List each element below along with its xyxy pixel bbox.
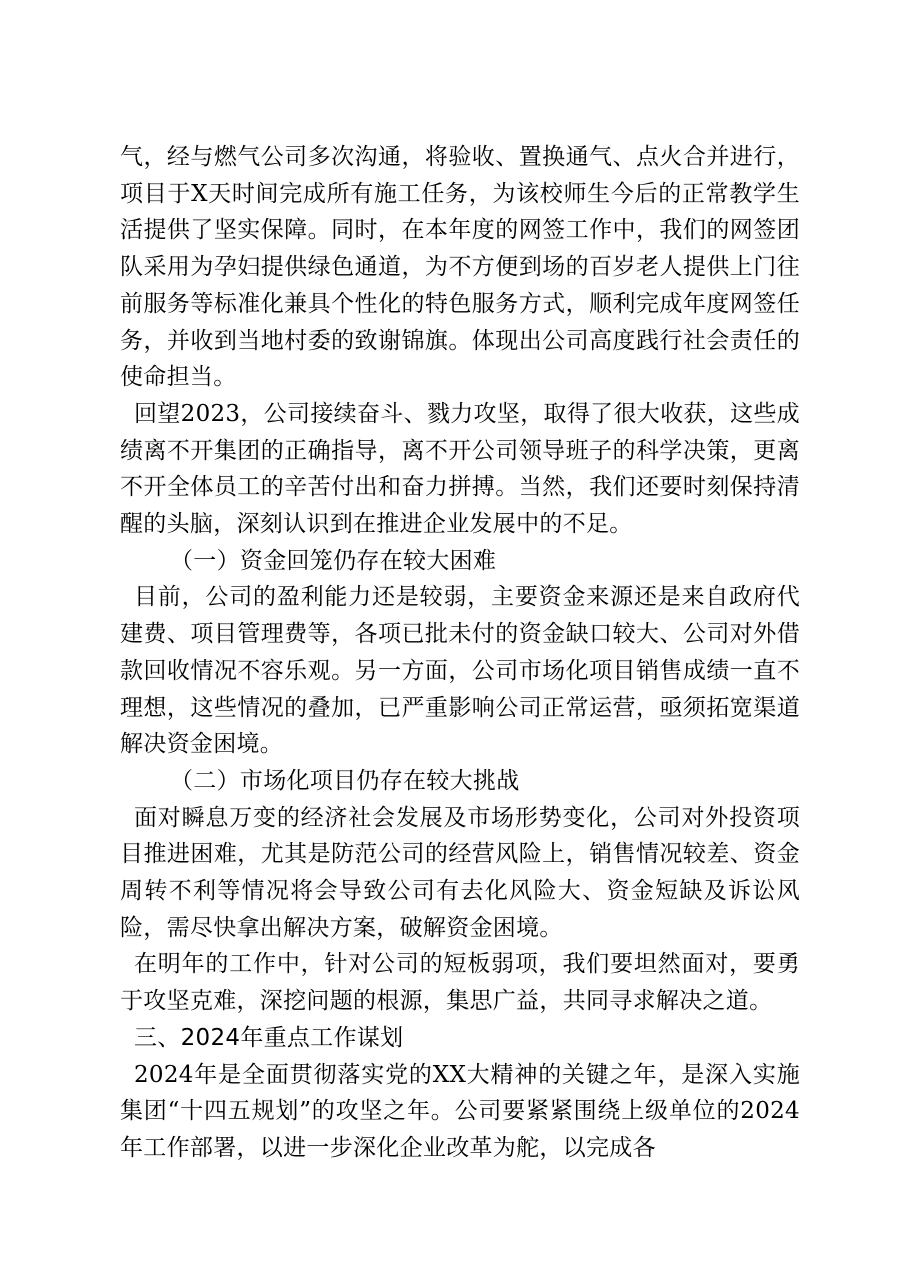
sub-heading-funding-difficulty: （一）资金回笼仍存在较大困难 [170,547,497,574]
sub-heading-market-challenge: （二）市场化项目仍存在较大挑战 [170,767,520,794]
paragraph-review-2023: 回望2023，公司接续奋斗、戮力攻坚，取得了很大收获，这些成绩离不开集团的正确指导，离不开公司领导班子的科学决策，更离不开全体员工的辛苦付出和奋力拼搏。当然，我们还要时刻保持清醒的头脑，深刻认识到在推进企业发展中的不足。 [120,400,800,538]
section-heading-2024-plan: 三、2024年重点工作谋划 [134,1024,404,1051]
document-body [120,139,800,1167]
paragraph-2024-plan: 2024年是全面贯彻落实党的XX大精神的关键之年，是深入实施集团“十四五规划”的攻坚之年。公司要紧紧围绕上级单位的2024年工作部署，以进一步深化企业改革为舵，以完成各 [120,1061,800,1161]
paragraph-social-responsibility: 气，经与燃气公司多次沟通，将验收、置换通气、点火合并进行，项目于X天时间完成所有施工任务，为该校师生今后的正常教学生活提供了坚实保障。同时，在本年度的网签工作中，我们的网签团队采用为孕妇提供绿色通道，为不方便到场的百岁老人提供上门往前服务等标准化兼具个性化的特色服务方式，顺利完成年度网签任务，并收到当地村委的致谢锦旗。体现出公司高度践行社会责任的使命担当。 [120,144,800,391]
paragraph-next-year-work: 在明年的工作中，针对公司的短板弱项，我们要坦然面对，要勇于攻坚克难，深挖问题的根源，集思广益，共同寻求解决之道。 [120,951,800,1015]
paragraph-funding-difficulty: 目前，公司的盈利能力还是较弱，主要资金来源还是来自政府代建费、项目管理费等，各项已批未付的资金缺口较大、公司对外借款回收情况不容乐观。另一方面，公司市场化项目销售成绩一直不理想，这些情况的叠加，已严重影响公司正常运营，亟须拓宽渠道解决资金困境。 [120,584,800,758]
paragraph-market-challenge: 面对瞬息万变的经济社会发展及市场形势变化，公司对外投资项目推进困难，尤其是防范公司的经营风险上，销售情况较差、资金周转不利等情况将会导致公司有去化风险大、资金短缺及诉讼风险，需尽快拿出解决方案，破解资金困境。 [120,804,800,941]
